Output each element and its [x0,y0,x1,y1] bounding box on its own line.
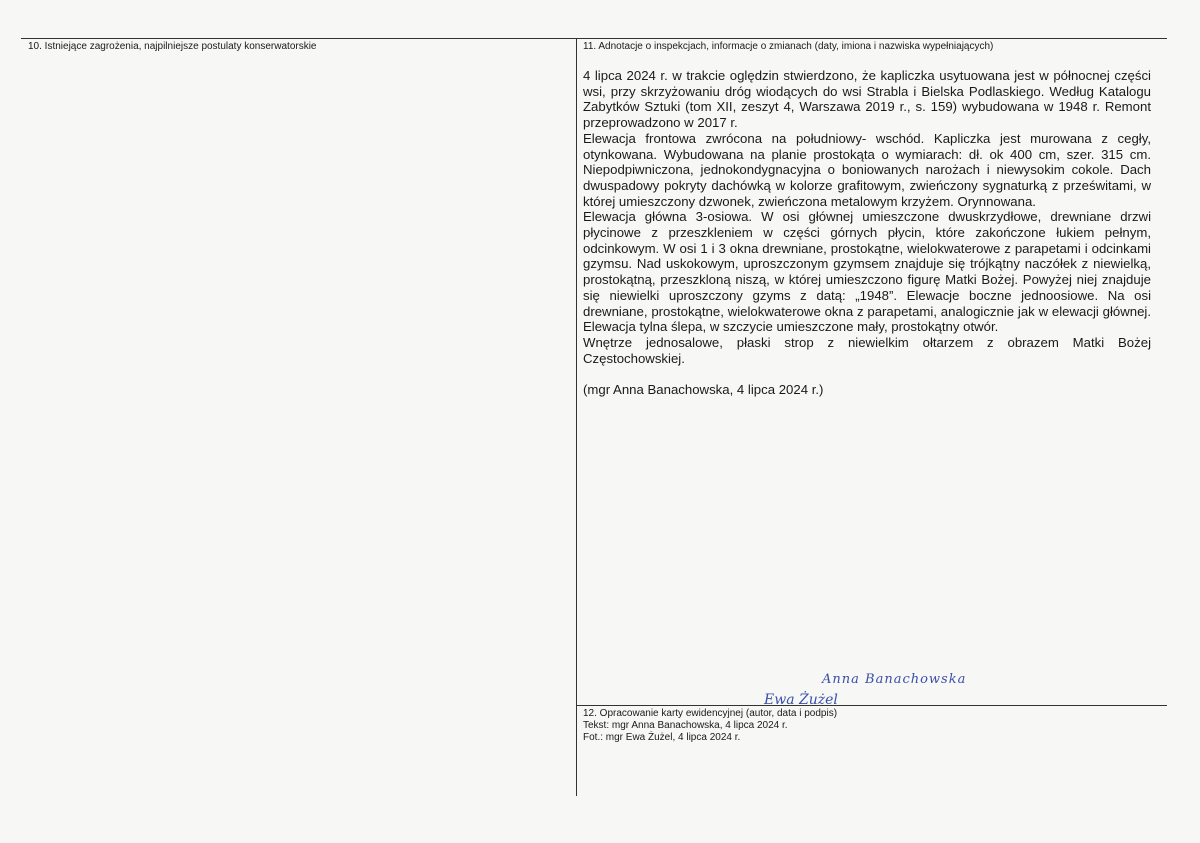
section-12-heading: 12. Opracowanie karty ewidencyjnej (autor, data i podpis) [583,708,838,719]
handwritten-signature-anna: Anna Banachowska [822,672,967,687]
record-card-page [21,38,1167,796]
column-divider [576,38,577,796]
paragraph-front-elevation: Elewacja frontowa zwrócona na południowy- wschód. Kapliczka jest murowana z cegły, otynkowana. Wybudowana na planie prostokąta o wymiarach: dł. ok 400 cm, szer. 315 cm. Niepodpiwniczona, jednokondygnacyjna o boniowanych narożach i niewysokim cokole. Dach dwuspadowy pokryty dachówką w kolorze grafitowym, zwieńczony sygnaturką z prześwitami, w której umieszczony dzwonek, zwieńczona metalowym krzyżem. Orynnowana. [583,130,1151,209]
paragraph-main-elevation: Elewacja główna 3-osiowa. W osi głównej umieszczone dwuskrzydłowe, drewniane drzwi płycinowe z przeszkleniem w części górnych płycin, które zakończone łukiem pełnym, odcinkowym. W osi 1 i 3 okna drewniane, prostokątne, wielokwaterowe z parapetami i odcinkami gzymsu. Nad uskokowym, uproszczonym gzymsem znajduje się trójkątny naczółek z niewielką, prostokątną, przeszkloną niszą, w której umieszczono figurę Matki Bożej. Powyżej niej znajduje się niewielki uproszczony gzyms z datą: „1948”. Elewacje boczne jednoosiowe. Na osi drewniane, prostokątne, wielokwaterowe okna z parapetami, analogicznie jak w elewacji głównej. Elewacja tylna ślepa, w szczycie umieszczone mały, prostokątny otwór. [583,209,1151,335]
section-11-body [583,68,1151,398]
handwritten-signature-ewa: Ewa Żużel [764,692,838,708]
section-10-heading: 10. Istniejące zagrożenia, najpilniejsze postulaty konserwatorskie [28,41,317,52]
section-11-heading: 11. Adnotacje o inspekcjach, informacje o zmianach (daty, imiona i nazwiska wypełniających) [583,41,994,52]
paragraph-inspection: 4 lipca 2024 r. w trakcie oględzin stwierdzono, że kapliczka usytuowana jest w północnej części wsi, przy skrzyżowaniu dróg wiodących do wsi Strabla i Bielska Podlaskiego. Według Katalogu Zabytków Sztuki (tom XII, zeszyt 4, Warszawa 2019 r., s. 159) wybudowana w 1948 r. Remont przeprowadzono w 2017 r. [583,68,1151,131]
section-12-rule [576,705,1167,706]
section-12 [583,708,837,744]
text-author-line: Tekst: mgr Anna Banachowska, 4 lipca 2024 r. [583,720,788,731]
paragraph-interior: Wnętrze jednosalowe, płaski strop z niewielkim ołtarzem z obrazem Matki Bożej Częstochowskiej. [583,334,1151,366]
photo-author-line: Fot.: mgr Ewa Żużel, 4 lipca 2024 r. [583,732,741,743]
top-rule [21,38,1167,39]
author-signature-line: (mgr Anna Banachowska, 4 lipca 2024 r.) [583,382,824,398]
